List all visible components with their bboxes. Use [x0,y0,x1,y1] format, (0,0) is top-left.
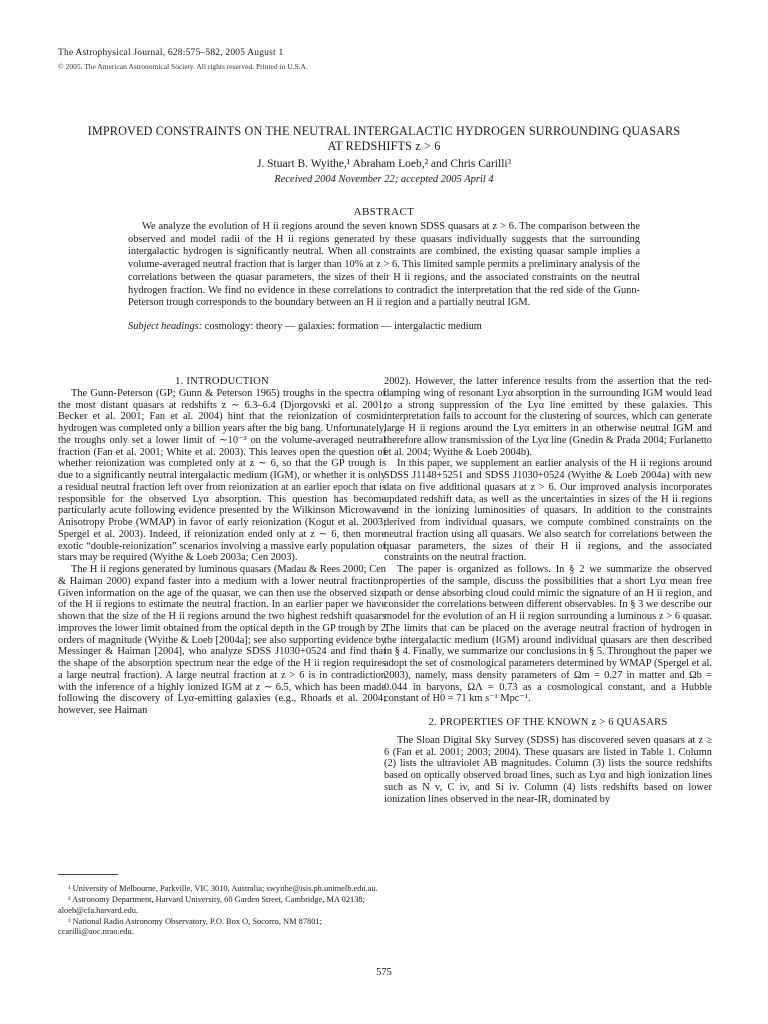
footnote: ² Astronomy Department, Harvard University, 60 Garden Street, Cambridge, MA 02138; aloeb@cfa.harvard.edu. [58,895,365,915]
subject-headings [128,320,640,333]
body-paragraph: The Sloan Digital Sky Survey (SDSS) has discovered seven quasars at z ≥ 6 (Fan et al. 2001; 2003; 2004). These quasars are listed in Table 1. Column (2) lists the ultraviolet AB magnitudes. Column (3) lists the source redshifts based on optically observed broad lines, such as Lyα and high ionization lines such as N v, C iv, and Si iv. Column (4) lists redshifts based on lower ionization lines observed in the near-IR, dominated by [384,734,712,805]
footnote: ³ National Radio Astronomy Observatory, P.O. Box O, Socorro, NM 87801; ccarilli@aoc.nrao.edu. [58,916,322,937]
copyright-notice: © 2005. The American Astronomical Society. All rights reserved. Printed in U.S.A. [58,62,308,71]
body-paragraph: 2002). However, the latter inference results from the assertion that the red-damping wing of resonant Lyα absorption in the surrounding IGM would lead to a strong suppression of the Lyα line emitted by these galaxies. This interpretation fails to account for the clustering of sources, which can generate large H ii regions around the Lyα emitters in an otherwise neutral IGM and therefore allow transmission of the Lyα line (Gnedin & Prada 2004; Furlanetto et al. 2004; Wyithe & Loeb 2004b). [384,376,712,458]
body-paragraph: The Gunn-Peterson (GP; Gunn & Peterson 1965) troughs in the spectra of the most distant quasars at redshifts z ∼ 6.3–6.4 (Djorgovski et al. 2001; Becker et al. 2001; Fan et al. 2004) hint that the reionization of cosmic hydrogen was completed only a billion years after the big bang. Unfortunately, the troughs only set a lower limit of ∼10⁻³ on the volume-averaged neutral fraction (Fan et al. 2001; White et al. 2003). This leaves open the question of whether reionization was completed only at z ∼ 6, so that the GP trough is due to a significantly neutral intergalactic medium (IGM), or whether it is only a residual neutral fraction left over from reionization at an earlier epoch that is responsible for the observed Lyα absorption. This question has become particularly acute following evidence presented by the Wilkinson Microwave Anisotropy Probe (WMAP) in favor of early reionization (Kogut et al. 2003; Spergel et al. 2003). Indeed, if reionization ended only at z ∼ 6, then more exotic “double-reionization” scenarios involving a massive early population of stars may be required (Wyithe & Loeb 2003a; Cen 2003). [58,387,386,564]
paper-title: IMPROVED CONSTRAINTS ON THE NEUTRAL INTERGALACTIC HYDROGEN SURROUNDING QUASARS AT REDSHIFTS z > 6 [87,124,681,153]
received-dates: Received 2004 November 22; accepted 2005 April 4 [274,174,494,185]
footnotes [58,884,386,938]
body-paragraph: In this paper, we supplement an earlier analysis of the H ii regions around SDSS J1148+5251 and SDSS J1030+0524 (Wyithe & Loeb 2004a) with new data on five additional quasars at z > 6. Our improved analysis incorporates updated redshift data, as well as the uncertainties in sizes of the H ii regions and in the ionizing luminosities of quasars. In addition to the constraints derived from individual quasars, we compute combined constraints on the neutral fraction using all quasars. We also search for correlations between the quasar parameters, the sizes of their H ii regions, and the associated constraints on the neutral fraction. [384,458,712,564]
page-number: 575 [376,967,392,978]
right-column [384,376,712,805]
body-paragraph: The paper is organized as follows. In § 2 we summarize the observed properties of the sample, discuss the possibilities that a short Lyα mean free path or dense absorbing cloud could mimic the signature of an H ii region, and consider the correlations between different observables. In § 3 we describe our model for the evolution of an H ii region surrounding a luminous z > 6 quasar. The limits that can be placed on the average neutral fraction of hydrogen in the intergalactic medium (IGM) around individual quasars are then described in § 4. Finally, we summarize our conclusions in § 5. Throughout the paper we adopt the set of cosmological parameters determined by WMAP (Spergel et al. 2003), namely, mass density parameters of Ωm = 0.27 in matter and Ωb = 0.044 in baryons, ΩΛ = 0.73 as a cosmological constant, and a Hubble constant of H0 = 71 km s⁻¹ Mpc⁻¹. [384,564,712,705]
author-list: J. Stuart B. Wyithe,¹ Abraham Loeb,² and Chris Carilli³ [256,158,512,170]
section-heading-introduction: 1. INTRODUCTION [175,376,269,387]
subject-headings-label: Subject headings: [128,321,203,332]
subject-headings-list: cosmology: theory — galaxies: formation — intergalactic medium [204,321,482,332]
footnote: ¹ University of Melbourne, Parkville, VIC 3010, Australia; swyithe@isis.ph.unimelb.edu.au. [68,884,378,893]
journal-citation: The Astrophysical Journal, 628:575–582, 2005 August 1 [58,48,284,58]
left-column [58,376,386,717]
abstract-text: We analyze the evolution of H ii regions around the seven known SDSS quasars at z > 6. The comparison between the observed and model radii of the H ii regions generated by these quasars individually suggests that the surrounding intergalactic hydrogen is significantly neutral. When all constraints are combined, the existing quasar sample implies a volume-averaged neutral fraction that is larger than 10% at z > 6. This limited sample permits a preliminary analysis of the correlations between the quasar parameters, the sizes of their H ii regions, and the associated constraints on the neutral hydrogen fraction. We find no evidence in these correlations to contradict the interpretation that the red side of the Gunn-Peterson trough corresponds to the boundary between an H ii region and a partially neutral IGM. [128,221,640,309]
section-heading-properties: 2. PROPERTIES OF THE KNOWN z > 6 QUASARS [428,717,668,728]
footnote-divider [58,874,118,875]
abstract-heading: ABSTRACT [353,206,415,218]
body-paragraph: The H ii regions generated by luminous quasars (Madau & Rees 2000; Cen & Haiman 2000) expand faster into a medium with a lower neutral fraction. Given information on the age of the quasar, we can then use the observed size of the H ii regions to estimate the neutral fraction. In an earlier paper we have shown that the size of the H ii regions around the two highest redshift quasars improves the lower limit obtained from the optical depth in the GP trough by 2 orders of magnitude (Wyithe & Loeb [2004a]; see also supporting evidence by Messinger & Haiman [2004], who analyze SDSS J1030+0524 and find that the shape of the absorption spectrum near the edge of the H ii region requires a large neutral fraction). A large neutral fraction at z > 6 is in contradiction with the inference of a highly ionized IGM at z ∼ 6.5, which has been made following the discovery of Lyα-emitting galaxies (e.g., Rhoads et al. 2004; however, see Haiman [58,564,386,716]
